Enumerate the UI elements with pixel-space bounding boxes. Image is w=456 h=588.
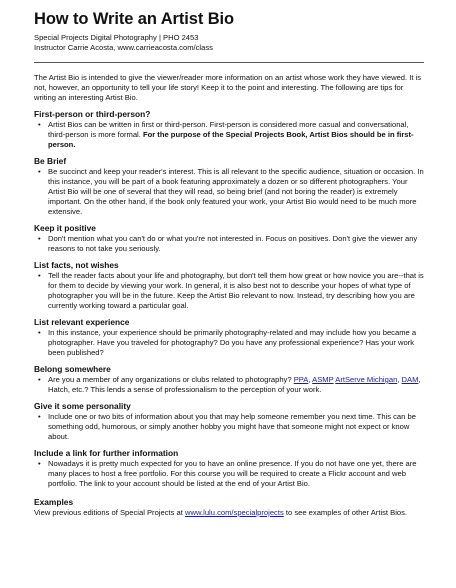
section-title-list-facts: List facts, not wishes bbox=[34, 260, 119, 270]
section-title-first-person: First-person or third-person? bbox=[34, 109, 151, 119]
list-item bbox=[34, 167, 424, 217]
intro-paragraph: The Artist Bio is intended to give the viewer/reader more information on an artist whose work they have viewed. It is not, however, an opportunity to tell your life story! Keep it to the point and interesting. The following are tips for writing an interesting Artist Bio. bbox=[34, 73, 422, 102]
section-list-first-person bbox=[34, 120, 424, 150]
section-list-keep-positive bbox=[34, 234, 424, 254]
bullet-text-end: Hatch, etc.? This lends a sense of professionalism to the perception of your work. bbox=[48, 385, 322, 394]
list-item bbox=[34, 234, 424, 254]
bullet-icon: • bbox=[38, 459, 41, 468]
section-title-examples: Examples bbox=[34, 497, 74, 507]
bullet-text: Tell the reader facts about your life and photography, but don't tell them how great or how novice you are--that is for them to decide by viewing your work. In general, it is also best not to describe your hopes of what type of photographer you will be in the future. Keep the Artist Bio relevant to now. Instead, try describing how you are currently working toward a particular goal. bbox=[48, 271, 424, 310]
section-title-relevant-experience: List relevant experience bbox=[34, 317, 130, 327]
section-list-belong-somewhere bbox=[34, 375, 424, 395]
bullet-text: Artist Bios can be written in first or third-person. First-person is considered more casual and conversational, third-person is more formal. bbox=[48, 120, 409, 139]
bullet-text: Are you a member of any organizations or clubs related to photography? bbox=[48, 375, 292, 384]
link-asmp[interactable]: ASMP bbox=[312, 375, 334, 384]
bullet-icon: • bbox=[38, 120, 41, 129]
section-title-be-brief: Be Brief bbox=[34, 156, 67, 166]
instructor-line: Instructor Carrie Acosta, www.carrieacosta.com/class bbox=[34, 43, 213, 52]
bullet-emphasis: For the purpose of the Special Projects Book, Artist Bios should be in first-person. bbox=[48, 130, 414, 149]
list-item bbox=[34, 412, 424, 442]
link-dam[interactable]: DAM bbox=[401, 375, 419, 384]
examples-text-end: to see examples of other Artist Bios. bbox=[285, 508, 408, 517]
section-title-further-info: Include a link for further information bbox=[34, 448, 179, 458]
link-lulu-special-projects[interactable]: www.lulu.com/specialprojects bbox=[185, 508, 284, 517]
bullet-text: Include one or two bits of information about you that may help someone remember you next time. This can be something odd, humorous, or simply another hobby you might have that someone might not expect or know about. bbox=[48, 412, 416, 441]
section-list-list-facts bbox=[34, 271, 424, 311]
bullet-icon: • bbox=[38, 234, 41, 243]
document-page bbox=[34, 10, 424, 524]
divider bbox=[34, 62, 424, 63]
section-list-be-brief bbox=[34, 167, 424, 217]
examples-text: View previous editions of Special Projects at bbox=[34, 508, 183, 517]
bullet-text: In this instance, your experience should be primarily photography-related and may include how you became a photographer. Have you traveled for photography? Do you have any professional experience? Has your work been published? bbox=[48, 328, 417, 357]
section-title-belong-somewhere: Belong somewhere bbox=[34, 364, 111, 374]
bullet-icon: • bbox=[38, 328, 41, 337]
list-item bbox=[34, 328, 424, 358]
examples-paragraph bbox=[34, 508, 424, 518]
bullet-icon: • bbox=[38, 167, 41, 176]
link-ppa[interactable]: PPA bbox=[293, 375, 309, 384]
course-line: Special Projects Digital Photography | PHO 2453 bbox=[34, 33, 199, 42]
list-item bbox=[34, 120, 424, 150]
section-title-keep-positive: Keep it positive bbox=[34, 223, 96, 233]
section-list-relevant-experience bbox=[34, 328, 424, 358]
bullet-text: Nowadays it is pretty much expected for you to have an online presence. If you do not have one yet, there are many places to host a free portfolio. For this course you will be required to create a Flickr account and web portfolio. The link to your account should be listed at the end of your Artist Bio. bbox=[48, 459, 417, 488]
bullet-text: Be succinct and keep your reader's interest. This is all relevant to the specific audience, situation or occasion. In this instance, you will be part of a book featuring approximately a dozen or so different photographers. Your Artist Bio will be one of several that they will read, so being brief (and not boring the reader) is extremely important. On the other hand, if the book only featured your work, your Artist Bio would need to be much more extensive. bbox=[48, 167, 424, 216]
list-item bbox=[34, 271, 424, 311]
list-item bbox=[34, 459, 424, 489]
bullet-text: Don't mention what you can't do or what you're not interested in. Focus on positives. Don't give the viewer any reasons to not take you seriously. bbox=[48, 234, 418, 253]
link-artserve-michigan[interactable]: ArtServe Michigan bbox=[335, 375, 398, 384]
bullet-icon: • bbox=[38, 412, 41, 421]
section-title-personality: Give it some personality bbox=[34, 401, 131, 411]
bullet-icon: • bbox=[38, 375, 41, 384]
bullet-icon: • bbox=[38, 271, 41, 280]
list-item: • Are you a member of any organizations or clubs related to photography? PPA, ASMP ArtServe Michigan, DAM, Hatch, etc.? This lends a sense of professionalism to the perception of your work. bbox=[38, 375, 421, 394]
page-title: How to Write an Artist Bio bbox=[34, 10, 234, 28]
section-list-personality bbox=[34, 412, 424, 442]
section-list-further-info bbox=[34, 459, 424, 489]
